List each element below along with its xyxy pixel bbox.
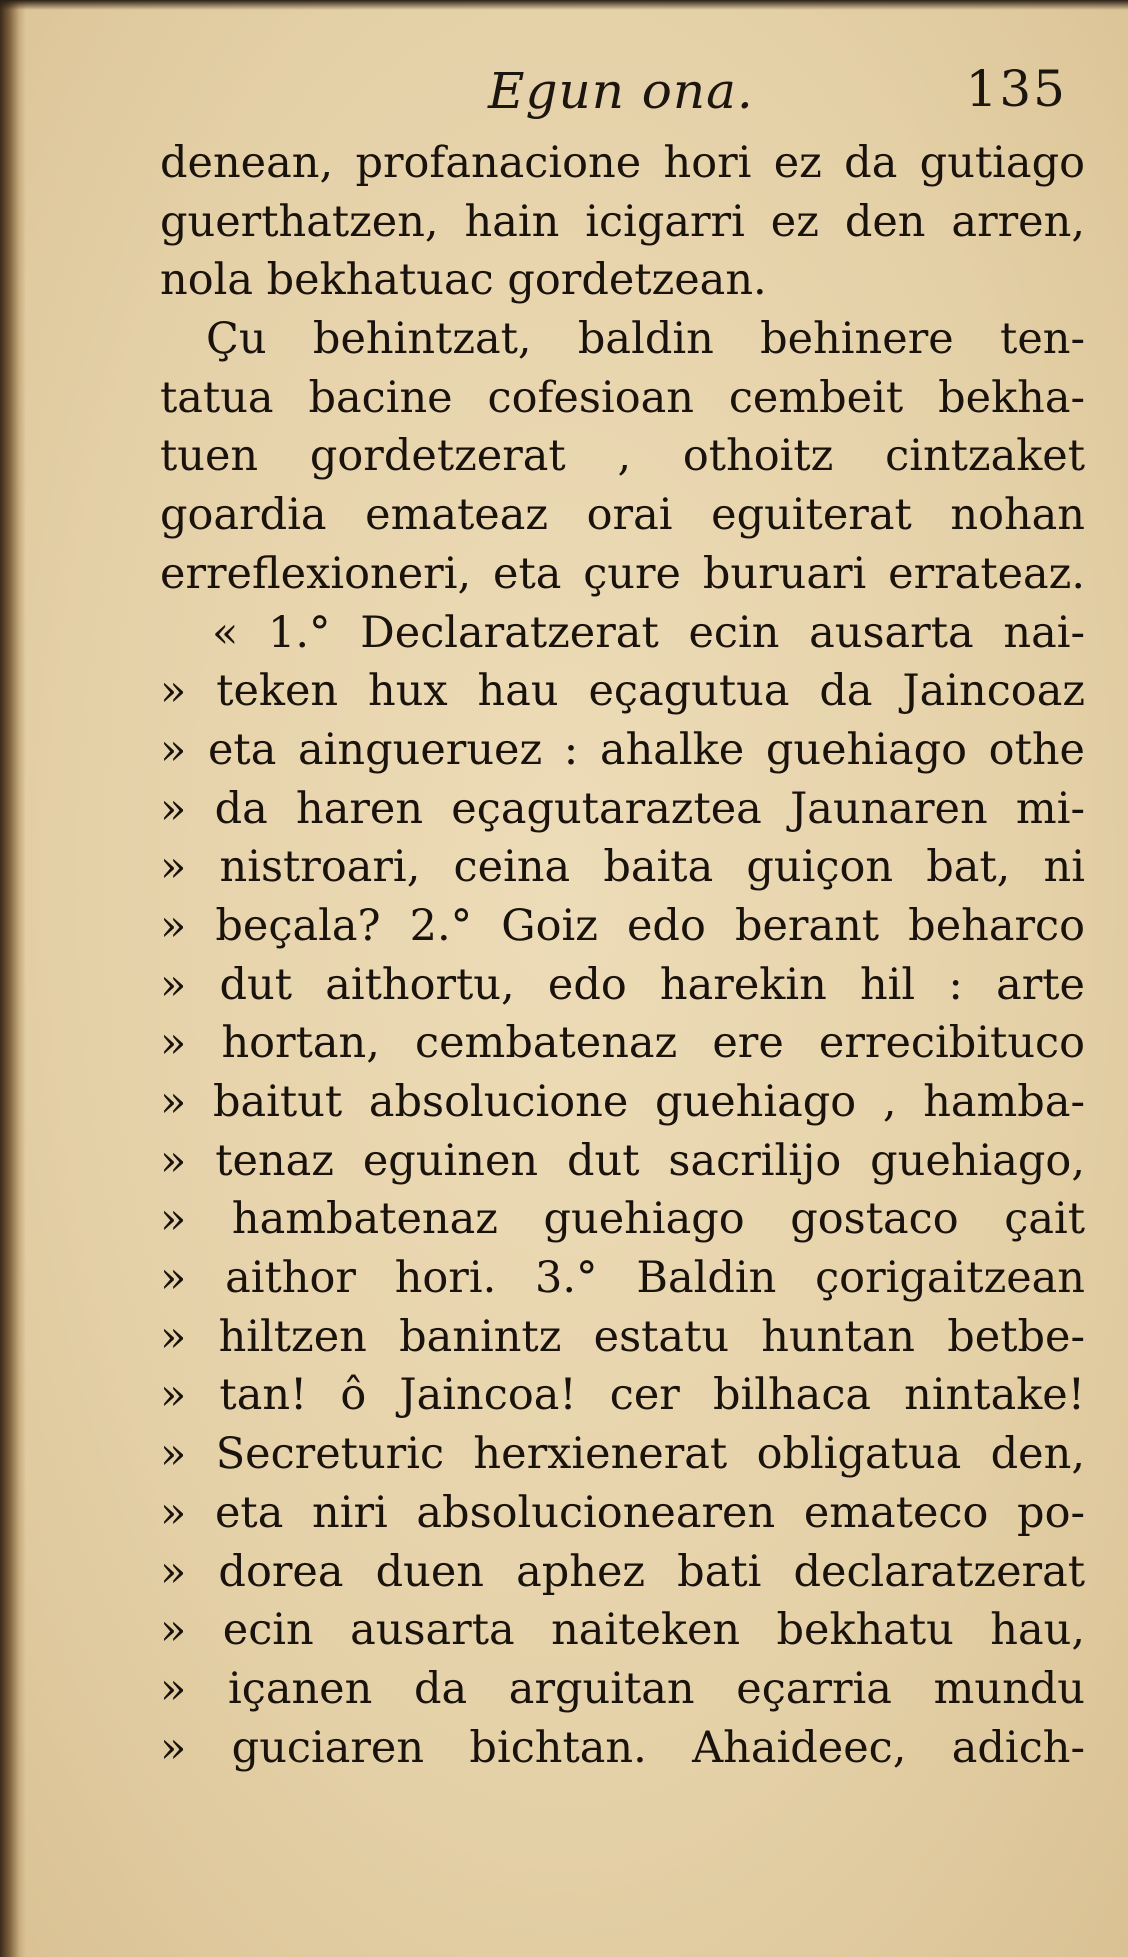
text-line: » dorea duen aphez bati declaratzerat (160, 1546, 1085, 1597)
text-line: » hambatenaz guehiago gostaco çait (160, 1194, 1085, 1245)
text-line: tatua bacine cofesioan cembeit bekha- (160, 372, 1085, 423)
text-line: » Secreturic herxienerat obligatua den, (160, 1429, 1085, 1480)
text-line: » tan! ô Jaincoa! cer bilhaca nintake! (160, 1370, 1085, 1421)
text-line: » içanen da arguitan eçarria mundu (160, 1663, 1085, 1714)
text-line: guerthatzen, hain icigarri ez den arren, (160, 196, 1085, 247)
running-head (160, 62, 1085, 132)
page-number: 135 (965, 60, 1067, 118)
binding-edge (0, 0, 26, 1957)
text-line: » tenaz eguinen dut sacrilijo guehiago, (160, 1135, 1085, 1186)
text-line: nola bekhatuac gordetzean. (160, 255, 767, 306)
text-line: » dut aithortu, edo harekin hil : arte (160, 959, 1085, 1010)
text-line: » ecin ausarta naiteken bekhatu hau, (160, 1605, 1085, 1656)
text-line: » hiltzen banintz estatu huntan betbe- (160, 1311, 1085, 1362)
text-line: goardia emateaz orai eguiterat nohan (160, 490, 1085, 541)
text-line: erreflexioneri, eta çure buruari errateaz. (160, 548, 1085, 599)
text-line: » aithor hori. 3.° Baldin çorigaitzean (160, 1253, 1085, 1304)
text-line: « 1.° Declaratzerat ecin ausarta nai- (212, 607, 1085, 658)
text-line: Çu behintzat, baldin behinere ten- (206, 314, 1085, 365)
text-line: » guciaren bichtan. Ahaideec, adich- (160, 1722, 1085, 1773)
text-line: » eta aingueruez : ahalke guehiago othe (160, 724, 1085, 775)
text-line: » eta niri absolucionearen emateco po- (160, 1487, 1085, 1538)
text-line: » beçala? 2.° Goiz edo berant beharco (160, 900, 1085, 951)
text-line: tuen gordetzerat , othoitz cintzaket (160, 431, 1085, 482)
text-line: » teken hux hau eçagutua da Jaincoaz (160, 666, 1085, 717)
running-head-title: Egun ona. (488, 62, 754, 120)
text-line: denean, profanacione hori ez da gutiago (160, 138, 1085, 188)
body-text (160, 134, 1085, 1777)
text-line: » da haren eçagutaraztea Jaunaren mi- (160, 783, 1085, 834)
text-line: » hortan, cembatenaz ere errecibituco (160, 1018, 1085, 1069)
top-edge (0, 0, 1128, 10)
text-line: » nistroari, ceina baita guiçon bat, ni (160, 842, 1085, 893)
text-line: » baitut absolucione guehiago , hamba- (160, 1077, 1085, 1127)
